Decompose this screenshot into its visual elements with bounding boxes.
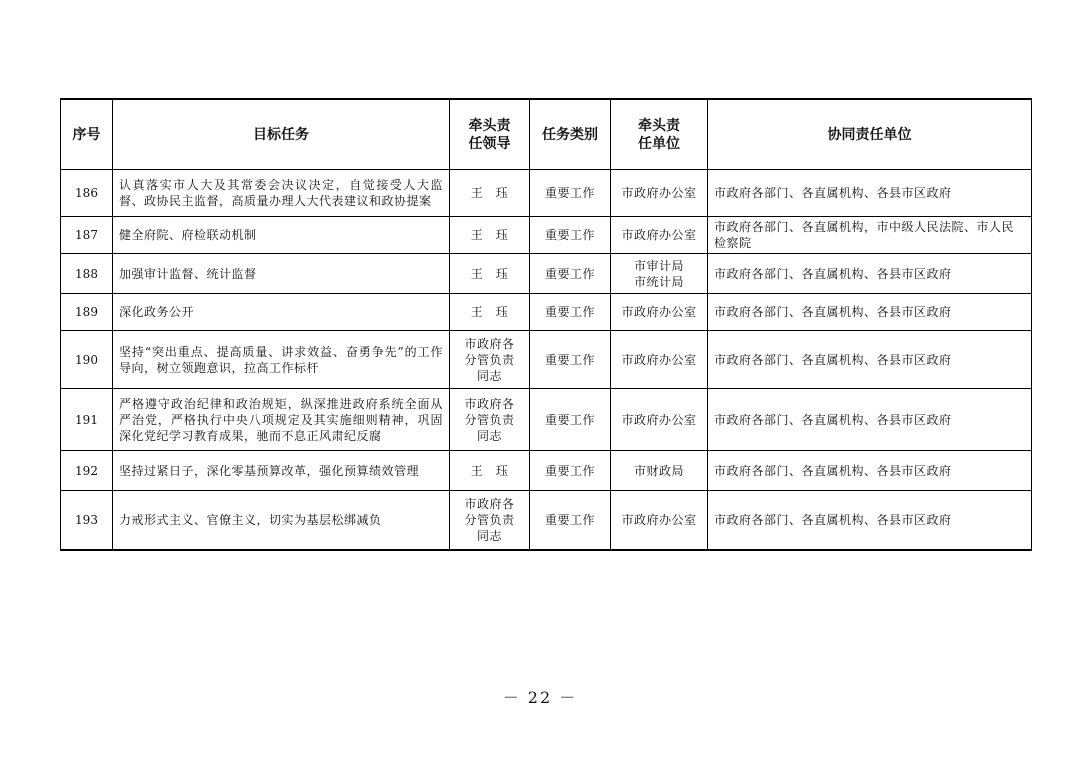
cell-co-units: 市政府各部门、各直属机构、各县市区政府 xyxy=(708,389,1032,451)
cell-task: 坚持过紧日子，深化零基预算改革，强化预算绩效管理 xyxy=(113,451,450,491)
cell-unit: 市政府办公室 xyxy=(611,294,708,331)
header-task: 目标任务 xyxy=(113,99,450,170)
header-unit: 牵头责任单位 xyxy=(611,99,708,170)
cell-unit: 市财政局 xyxy=(611,451,708,491)
cell-unit: 市政府办公室 xyxy=(611,170,708,217)
table-row xyxy=(61,294,1032,331)
task-table xyxy=(60,98,1032,551)
cell-leader: 王 珏 xyxy=(450,170,530,217)
cell-unit: 市政府办公室 xyxy=(611,491,708,550)
cell-task: 深化政务公开 xyxy=(113,294,450,331)
table-row xyxy=(61,170,1032,217)
cell-leader: 王 珏 xyxy=(450,451,530,491)
cell-leader: 市政府各分管负责同志 xyxy=(450,331,530,389)
cell-type: 重要工作 xyxy=(530,294,611,331)
cell-co-units: 市政府各部门、各直属机构、各县市区政府 xyxy=(708,331,1032,389)
cell-leader: 市政府各分管负责同志 xyxy=(450,389,530,451)
cell-leader: 市政府各分管负责同志 xyxy=(450,491,530,550)
cell-co-units: 市政府各部门、各直属机构、各县市区政府 xyxy=(708,294,1032,331)
cell-task: 严格遵守政治纪律和政治规矩，纵深推进政府系统全面从严治党，严格执行中央八项规定及其实施细则精神，巩固深化党纪学习教育成果，驰而不息正风肃纪反腐 xyxy=(113,389,450,451)
table-row xyxy=(61,451,1032,491)
table-row xyxy=(61,331,1032,389)
page-number: － 22 － xyxy=(502,688,578,707)
cell-co-units: 市政府各部门、各直属机构、各县市区政府 xyxy=(708,254,1032,294)
cell-num: 187 xyxy=(61,217,113,254)
table-row xyxy=(61,217,1032,254)
cell-task: 力戒形式主义、官僚主义，切实为基层松绑减负 xyxy=(113,491,450,550)
cell-type: 重要工作 xyxy=(530,331,611,389)
cell-unit: 市政府办公室 xyxy=(611,389,708,451)
table-row xyxy=(61,389,1032,451)
cell-unit: 市政府办公室 xyxy=(611,217,708,254)
cell-task: 认真落实市人大及其常委会决议决定，自觉接受人大监督、政协民主监督，高质量办理人大代表建议和政协提案 xyxy=(113,170,450,217)
cell-num: 192 xyxy=(61,451,113,491)
cell-type: 重要工作 xyxy=(530,491,611,550)
cell-leader: 王 珏 xyxy=(450,217,530,254)
cell-unit: 市政府办公室 xyxy=(611,331,708,389)
cell-num: 190 xyxy=(61,331,113,389)
cell-num: 193 xyxy=(61,491,113,550)
header-co-units: 协同责任单位 xyxy=(708,99,1032,170)
cell-num: 191 xyxy=(61,389,113,451)
cell-num: 186 xyxy=(61,170,113,217)
cell-leader: 王 珏 xyxy=(450,254,530,294)
cell-co-units: 市政府各部门、各直属机构，市中级人民法院、市人民检察院 xyxy=(708,217,1032,254)
cell-type: 重要工作 xyxy=(530,389,611,451)
cell-task: 坚持“突出重点、提高质量、讲求效益、奋勇争先”的工作导向，树立领跑意识，拉高工作标杆 xyxy=(113,331,450,389)
cell-task: 健全府院、府检联动机制 xyxy=(113,217,450,254)
cell-unit: 市审计局 市统计局 xyxy=(611,254,708,294)
cell-leader: 王 珏 xyxy=(450,294,530,331)
cell-task: 加强审计监督、统计监督 xyxy=(113,254,450,294)
cell-co-units: 市政府各部门、各直属机构、各县市区政府 xyxy=(708,451,1032,491)
table-row xyxy=(61,491,1032,550)
cell-num: 189 xyxy=(61,294,113,331)
cell-type: 重要工作 xyxy=(530,254,611,294)
header-type: 任务类别 xyxy=(530,99,611,170)
table-row xyxy=(61,254,1032,294)
header-leader: 牵头责任领导 xyxy=(450,99,530,170)
cell-co-units: 市政府各部门、各直属机构、各县市区政府 xyxy=(708,170,1032,217)
cell-co-units: 市政府各部门、各直属机构、各县市区政府 xyxy=(708,491,1032,550)
cell-type: 重要工作 xyxy=(530,170,611,217)
cell-num: 188 xyxy=(61,254,113,294)
cell-type: 重要工作 xyxy=(530,217,611,254)
header-row xyxy=(61,99,1032,170)
cell-type: 重要工作 xyxy=(530,451,611,491)
header-num: 序号 xyxy=(61,99,113,170)
